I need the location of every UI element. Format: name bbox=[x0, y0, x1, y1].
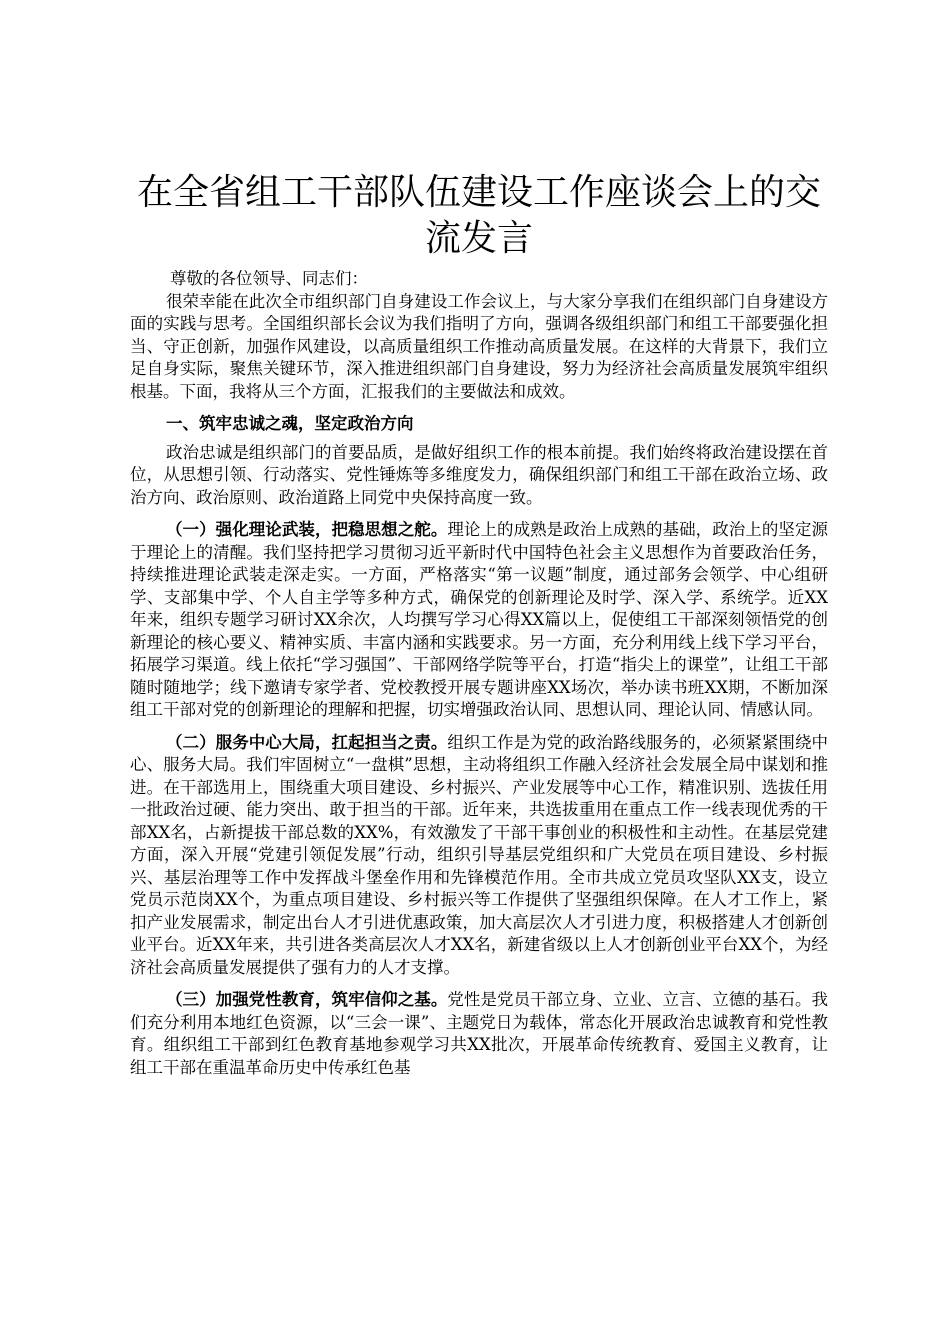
subsection-2-lead: （二）服务中心大局，扛起担当之责。 bbox=[166, 732, 448, 752]
section-heading-1: 一、筑牢忠诚之魂，坚定政治方向 bbox=[166, 414, 414, 433]
subsection-1-body: 理论上的成熟是政治上成熟的基础，政治上的坚定源于理论上的清醒。我们坚持把学习贯彻习近平新时代中国特色社会主义思想作为首要政治任务，持续推进理论武装走深走实。一方面，严格落实“第一议题”制度，通过部务会领学、中心组研学、支部集中学、个人自主学等多种方式，确保党的创新理论及时学、深入学、系统学。近XX年来，组织专题学习研讨XX余次，人均撰写学习心得XX篇以上，促使组工干部深刻领悟党的创新理论的核心要义、精神实质、丰富内涵和实践要求。另一方面，充分利用线上线下学习平台，拓展学习渠道。线上依托“学习强国”、干部网络学院等平台，打造“指尖上的课堂”，让组工干部随时随地学；线下邀请专家学者、党校教授开展专题讲座XX场次，举办读书班XX期，不断加深组工干部对党的创新理论的理解和把握，切实增强政治认同、思想认同、理论认同、情感认同。 bbox=[130, 520, 829, 719]
subsection-2-paragraph bbox=[130, 732, 828, 980]
subsection-1-paragraph bbox=[130, 519, 828, 722]
section-1-paragraph: 政治忠诚是组织部门的首要品质，是做好组织工作的根本前提。我们始终将政治建设摆在首位，从思想引领、行动落实、党性锤炼等多维度发力，确保组织部门和组工干部在政治立场、政治方向、政治原则、政治道路上同党中央保持高度一致。 bbox=[130, 442, 828, 507]
subsection-1-lead: （一）强化理论武装，把稳思想之舵。 bbox=[166, 520, 448, 539]
document-page bbox=[130, 170, 828, 1079]
subsection-3-paragraph bbox=[130, 989, 828, 1079]
document-title: 在全省组工干部队伍建设工作座谈会上的交流发言 bbox=[136, 172, 821, 259]
salutation: 尊敬的各位领导、同志们： bbox=[170, 269, 368, 288]
subsection-3-lead: （三）加强党性教育，筑牢信仰之基。 bbox=[166, 990, 448, 1009]
subsection-3-body: 党性是党员干部立身、立业、立言、立德的基石。我们充分利用本地红色资源，以“三会一课”、主题党日为载体，常态化开展政治忠诚教育和党性教育。组织组工干部到红色教育基地参观学习共XX批次，开展革命传统教育、爱国主义教育，让组工干部在重温革命历史中传承红色基 bbox=[130, 990, 829, 1077]
intro-paragraph: 很荣幸能在此次全市组织部门自身建设工作会议上，与大家分享我们在组织部门自身建设方面的实践与思考。全国组织部长会议为我们指明了方向，强调各级组织部门和组工干部要强化担当、守正创新，加强作风建设，以高质量组织工作推动高质量发展。在这样的大背景下，我们立足自身实际，聚焦关键环节，深入推进组织部门自身建设，努力为经济社会高质量发展筑牢组织根基。下面，我将从三个方面，汇报我们的主要做法和成效。 bbox=[130, 291, 828, 401]
subsection-2-body: 组织工作是为党的政治路线服务的，必须紧紧围绕中心、服务大局。我们牢固树立“一盘棋”思想，主动将组织工作融入经济社会发展全局中谋划和推进。在干部选用上，围绕重大项目建设、乡村振兴、产业发展等中心工作，精准识别、选拔任用一批政治过硬、能力突出、敢于担当的干部。近年来，共选拔重用在重点工作一线表现优秀的干部XX名，占新提拔干部总数的XX%，有效激发了干部干事创业的积极性和主动性。在基层党建方面，深入开展“党建引领促发展”行动，组织引导基层党组织和广大党员在项目建设、乡村振兴、基层治理等工作中发挥战斗堡垒作用和先锋模范作用。全市共成立党员攻坚队XX支，设立党员示范岗XX个，为重点项目建设、乡村振兴等工作提供了坚强组织保障。在人才工作上，紧扣产业发展需求，制定出台人才引进优惠政策，加大高层次人才引进力度，积极搭建人才创新创业平台。近XX年来，共引进各类高层次人才XX名，新建省级以上人才创新创业平台XX个，为经济社会高质量发展提供了强有力的人才支撑。 bbox=[130, 732, 829, 977]
